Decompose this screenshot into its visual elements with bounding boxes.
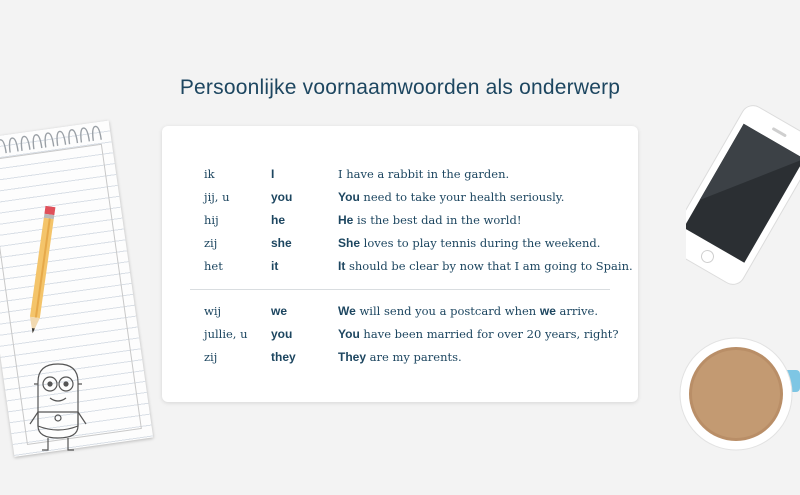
dutch-pronoun: jij, u bbox=[204, 190, 230, 204]
table-row bbox=[162, 301, 638, 321]
pencil-icon bbox=[22, 204, 62, 344]
dutch-pronoun: jullie, u bbox=[204, 327, 248, 341]
coffee-cup-icon bbox=[678, 336, 800, 456]
english-pronoun: you bbox=[271, 327, 293, 341]
example-sentence: We will send you a postcard when we arrive. bbox=[338, 304, 599, 318]
example-sentence: They are my parents. bbox=[338, 350, 462, 364]
english-pronoun: she bbox=[271, 236, 292, 250]
table-row bbox=[162, 233, 638, 253]
table-row bbox=[162, 210, 638, 230]
table-row bbox=[162, 324, 638, 344]
english-pronoun: you bbox=[271, 190, 293, 204]
table-row bbox=[162, 256, 638, 276]
dutch-pronoun: zij bbox=[204, 350, 218, 364]
english-pronoun: it bbox=[271, 259, 279, 273]
pronoun-table-card bbox=[162, 126, 638, 402]
example-sentence: I have a rabbit in the garden. bbox=[338, 167, 510, 181]
minion-sketch-icon bbox=[24, 362, 94, 458]
dutch-pronoun: het bbox=[204, 259, 223, 273]
english-pronoun: I bbox=[271, 167, 275, 181]
example-sentence: You have been married for over 20 years, right? bbox=[338, 327, 619, 341]
page-title: Persoonlijke voornaamwoorden als onderwerp bbox=[179, 76, 621, 99]
section-divider bbox=[190, 289, 610, 290]
dutch-pronoun: zij bbox=[204, 236, 218, 250]
example-sentence: You need to take your health seriously. bbox=[338, 190, 565, 204]
dutch-pronoun: hij bbox=[204, 213, 219, 227]
english-pronoun: he bbox=[271, 213, 286, 227]
example-sentence: It should be clear by now that I am going to Spain. bbox=[338, 259, 633, 273]
example-sentence: He is the best dad in the world! bbox=[338, 213, 522, 227]
table-row bbox=[162, 187, 638, 207]
english-pronoun: they bbox=[271, 350, 296, 364]
english-pronoun: we bbox=[271, 304, 288, 318]
dutch-pronoun: ik bbox=[204, 167, 215, 181]
table-row bbox=[162, 164, 638, 184]
table-row bbox=[162, 347, 638, 367]
smartphone-icon bbox=[686, 100, 800, 290]
example-sentence: She loves to play tennis during the weekend. bbox=[338, 236, 601, 250]
dutch-pronoun: wij bbox=[204, 304, 222, 318]
